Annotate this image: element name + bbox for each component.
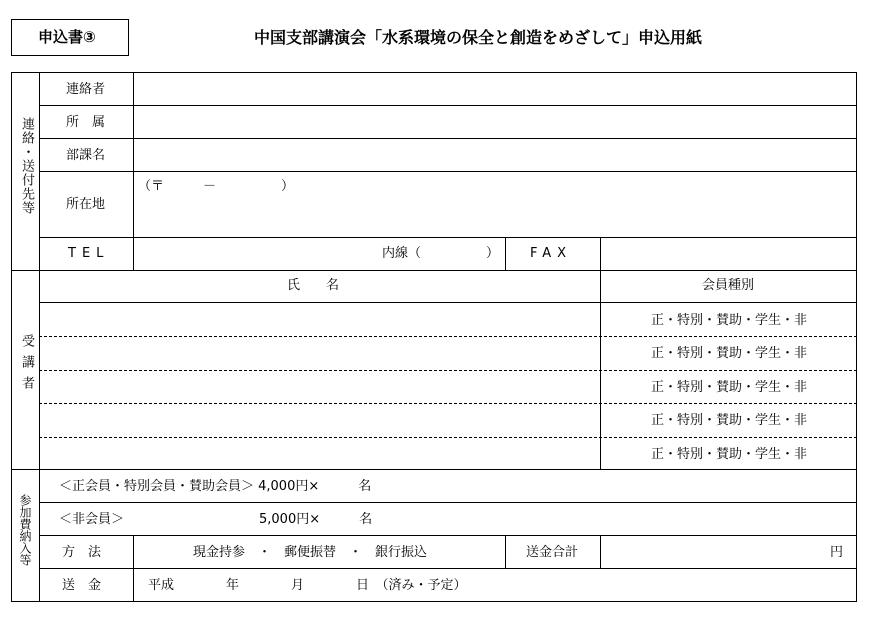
member-type-options-1[interactable]: 正・特別・賛助・学生・非 bbox=[651, 313, 808, 328]
fees-section-label: 参加費納入等 bbox=[18, 494, 32, 566]
nonmember-count-input[interactable] bbox=[330, 504, 370, 534]
attendees-section-label: 受講者 bbox=[19, 334, 34, 397]
payment-method-options[interactable]: 現金持参 ・ 郵便振替 ・ 銀行振込 bbox=[193, 545, 428, 560]
fax-input[interactable] bbox=[601, 238, 856, 270]
affiliation-input[interactable] bbox=[134, 106, 856, 138]
page-title: 中国支部講演会「水系環境の保全と創造をめざして」申込用紙 bbox=[254, 28, 703, 47]
member-type-column-header: 会員種別 bbox=[702, 278, 755, 293]
contact-person-input[interactable] bbox=[134, 73, 856, 105]
member-type-options-5[interactable]: 正・特別・賛助・学生・非 bbox=[651, 447, 808, 462]
remittance-label: 送 金 bbox=[62, 578, 102, 593]
member-fee-line: ＜正会員・特別会員・賛助会員＞ 4,000円× 名 bbox=[59, 479, 372, 494]
member-type-options-3[interactable]: 正・特別・賛助・学生・非 bbox=[651, 380, 808, 395]
address-label: 所在地 bbox=[66, 197, 106, 212]
payment-method-label: 方 法 bbox=[62, 545, 102, 560]
contact-section-label: 連絡・送付先等 bbox=[19, 117, 34, 215]
nonmember-fee-line: 5,000円× 名 bbox=[259, 512, 373, 527]
extension-label: 内線（ ） bbox=[382, 246, 500, 261]
form-number-label: 申込書③ bbox=[38, 28, 96, 46]
attendee-name-input-1[interactable] bbox=[40, 303, 600, 336]
affiliation-label: 所 属 bbox=[66, 115, 106, 130]
contact-person-label: 連絡者 bbox=[66, 82, 106, 97]
fax-label: FAX bbox=[530, 246, 573, 261]
member-count-input[interactable] bbox=[330, 471, 370, 501]
department-input[interactable] bbox=[134, 139, 856, 171]
name-column-header: 氏 名 bbox=[287, 278, 340, 293]
nonmember-fee-label: ＜非会員＞ bbox=[59, 512, 125, 527]
remittance-date-line[interactable]: 平成 年 月 日 （済み・予定） bbox=[148, 578, 467, 593]
attendee-name-input-4[interactable] bbox=[40, 404, 600, 437]
yen-unit: 円 bbox=[830, 545, 844, 560]
member-type-options-2[interactable]: 正・特別・賛助・学生・非 bbox=[651, 346, 808, 361]
total-amount-label: 送金合計 bbox=[526, 545, 579, 560]
member-type-options-4[interactable]: 正・特別・賛助・学生・非 bbox=[651, 413, 808, 428]
postal-code-template: （〒 － ） bbox=[138, 179, 295, 194]
tel-label: TEL bbox=[68, 246, 110, 261]
total-amount-input[interactable] bbox=[601, 536, 826, 568]
attendee-name-input-2[interactable] bbox=[40, 337, 600, 370]
attendee-name-input-5[interactable] bbox=[40, 438, 600, 469]
department-label: 部課名 bbox=[66, 148, 106, 163]
attendee-name-input-3[interactable] bbox=[40, 371, 600, 403]
